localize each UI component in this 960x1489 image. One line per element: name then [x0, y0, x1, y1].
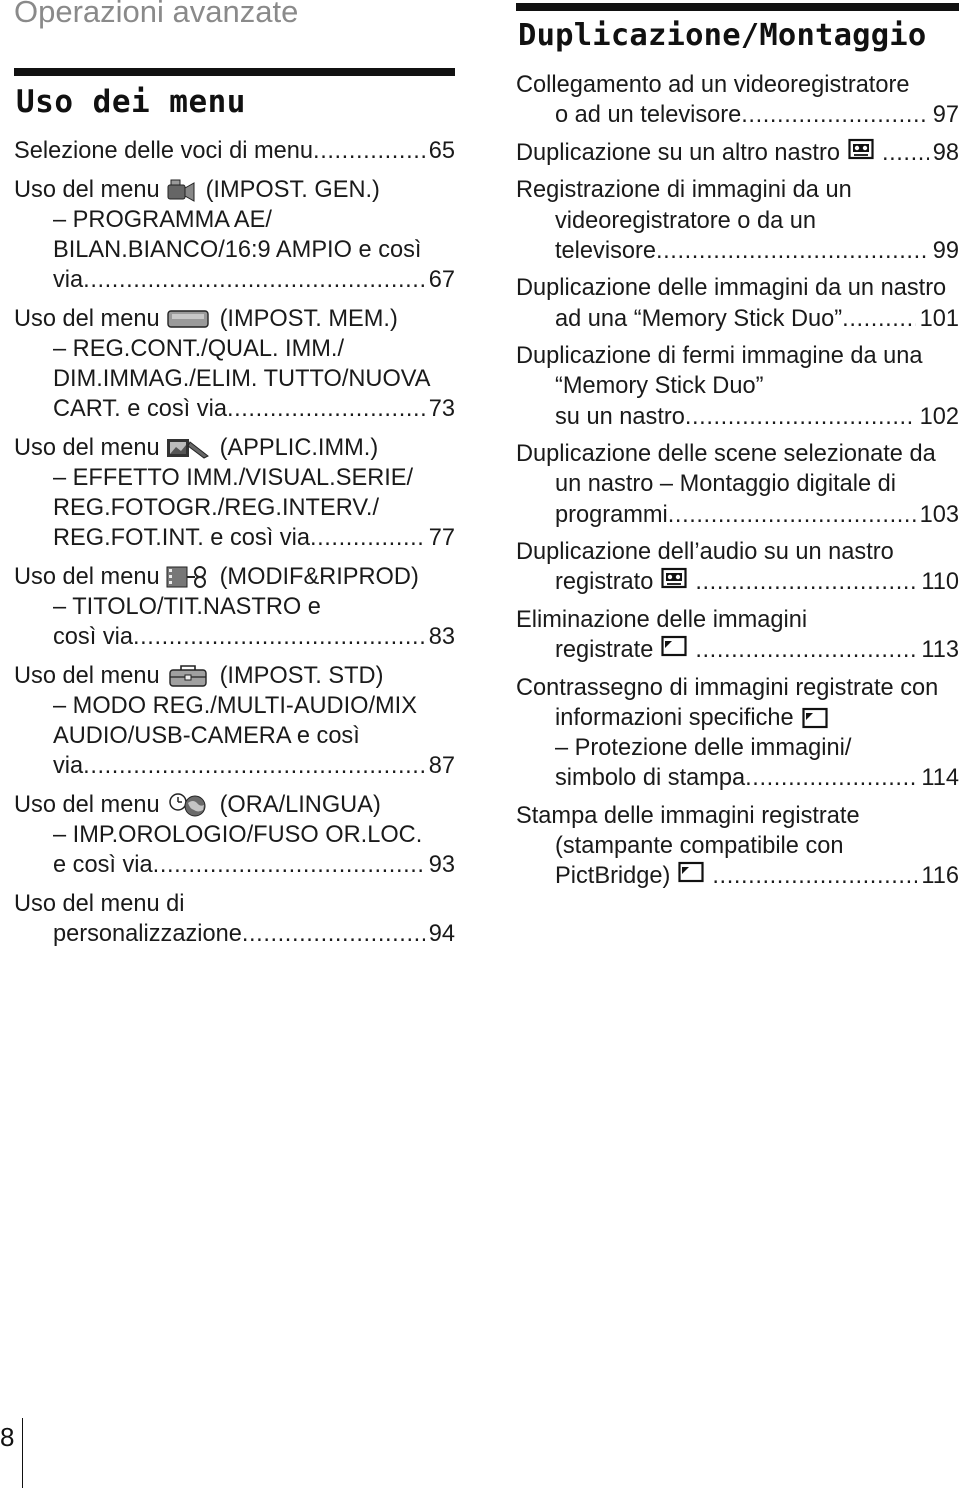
toc-entry-digital: [516, 439, 959, 530]
toc-page-number: 97: [932, 102, 959, 129]
toc-page-number: 83: [428, 624, 455, 651]
toc-page-number: 114: [921, 765, 959, 792]
edit-play-icon: [166, 565, 210, 589]
toc-entry-text: Selezione delle voci di menu: [14, 138, 314, 164]
right-column-title: Duplicazione/Montaggio: [518, 18, 927, 53]
toc-entry-text: Eliminazione delle immagini: [516, 606, 808, 633]
toc-entry-line: [14, 493, 455, 523]
toc-entry-applic: [14, 433, 455, 554]
toc-entry-line: [516, 733, 959, 763]
toc-entry-line: [14, 364, 455, 394]
tape-cassette-icon: [848, 138, 874, 160]
toc-entry-label: Uso del menu: [14, 791, 160, 818]
camera-settings-icon: [166, 178, 196, 202]
toc-entry-line: [14, 919, 455, 949]
toc-entry-line: [516, 831, 959, 861]
toc-entry-text: via: [53, 753, 84, 780]
toc-entry-text: registrato: [555, 569, 654, 596]
toc-entry-line: [516, 635, 959, 665]
toc-entry-tape: [516, 138, 959, 168]
toc-entry-text: REG.FOTOGR./REG.INTERV./: [53, 495, 380, 522]
right-title-bar: [516, 3, 959, 11]
toc-page-number: 94: [428, 920, 455, 947]
toc-entry-line: [516, 537, 959, 567]
toc-page-number: 65: [428, 138, 455, 164]
toc-entry-line: [14, 889, 455, 919]
toc-entry-line: [516, 703, 959, 733]
toc-entry-heading: [14, 661, 455, 691]
toc-entry-line: [14, 463, 455, 493]
toc-entry-text: Duplicazione dell’audio su un nastro: [516, 539, 894, 566]
toc-entry-line: [516, 439, 959, 469]
toc-entry-text: REG.FOT.INT. e così via: [53, 525, 310, 552]
toc-entry-text: Registrazione di immagini da un: [516, 177, 852, 204]
dot-leader: [745, 763, 917, 793]
toc-entry-impmem: [14, 304, 455, 425]
toc-entry-line: [516, 567, 959, 597]
toc-page-number: 101: [919, 305, 959, 332]
toc-page-number: 103: [919, 501, 959, 528]
left-title-bar: [14, 68, 455, 76]
toc-page-number: 98: [932, 139, 959, 166]
toc-entry-line: [516, 175, 959, 205]
toc-entry-line: [516, 138, 959, 168]
toc-entry-heading: [14, 175, 455, 205]
toc-entry-line: [14, 721, 455, 751]
toc-entry-line: [516, 861, 959, 891]
dot-leader: [741, 100, 928, 130]
dot-leader: [882, 138, 929, 168]
toc-entry-menu-name: (IMPOST. GEN.): [205, 176, 380, 203]
toc-page-number: 116: [921, 863, 959, 890]
toc-entry-text: un nastro – Montaggio digitale di: [555, 471, 897, 498]
toc-entry-text: personalizzazione: [53, 920, 242, 947]
toc-entry-recfrom: [516, 175, 959, 266]
tape-cassette-icon: [661, 567, 687, 589]
toc-entry-line: [14, 235, 455, 265]
toc-entry-menu-name: (MODIF&RIPROD): [219, 563, 419, 590]
toc-entry-menu-name: (IMPOST. STD): [219, 662, 384, 689]
toc-entry-text: DIM.IMMAG./ELIM. TUTTO/NUOVA: [53, 366, 431, 393]
toc-entry-text: PictBridge): [555, 863, 671, 890]
toc-entry-line: [14, 334, 455, 364]
toc-entry-line: [516, 304, 959, 334]
dot-leader: [133, 622, 425, 652]
toc-entry-sel: [14, 136, 455, 166]
toc-entry-text: ad una “Memory Stick Duo”: [555, 305, 843, 332]
toc-page-number: 67: [428, 267, 455, 294]
toc-entry-line: [516, 605, 959, 635]
toc-entry-text: televisore: [555, 237, 656, 264]
toc-entry-text: programmi: [555, 501, 668, 528]
toc-entry-text: – TITOLO/TIT.NASTRO e: [53, 594, 321, 621]
dot-leader: [685, 402, 916, 432]
toc-entry-pers: [14, 889, 455, 949]
left-column-title: Uso dei menu: [16, 84, 246, 120]
toc-entry-ora: [14, 790, 455, 881]
clock-globe-icon: [166, 793, 210, 817]
right-toc-list: [516, 70, 959, 899]
toolbox-icon: [166, 664, 210, 688]
toc-entry-line: [516, 469, 959, 499]
toc-entry-text: – PROGRAMMA AE/: [53, 206, 272, 233]
toc-entry-print: [516, 801, 959, 892]
dot-leader: [313, 136, 425, 166]
toc-entry-text: Stampa delle immagini registrate: [516, 802, 860, 829]
image-application-icon: [166, 436, 210, 460]
toc-entry-text: CART. e così via: [53, 396, 227, 423]
toc-entry-ms2tape: [516, 341, 959, 432]
toc-entry-text: informazioni specifiche: [555, 704, 794, 731]
toc-entry-text: Contrassegno di immagini registrate con: [516, 674, 939, 701]
toc-entry-modif: [14, 562, 455, 653]
toc-entry-line: [14, 394, 455, 424]
toc-page-number: 110: [921, 569, 959, 596]
toc-entry-heading: [14, 790, 455, 820]
toc-page-number: 87: [428, 753, 455, 780]
toc-entry-label: Uso del menu: [14, 305, 160, 332]
toc-entry-text: su un nastro: [555, 403, 685, 430]
toc-entry-label: Uso del menu: [14, 434, 160, 461]
dot-leader: [656, 236, 929, 266]
page-number-rule: [22, 1418, 23, 1488]
dot-leader: [83, 265, 425, 295]
toc-entry-text: videoregistratore o da un: [555, 207, 817, 234]
toc-entry-heading: [14, 562, 455, 592]
toc-entry-text: – EFFETTO IMM./VISUAL.SERIE/: [53, 464, 414, 491]
toc-entry-text: “Memory Stick Duo”: [555, 373, 764, 400]
toc-entry-line: [14, 691, 455, 721]
toc-entry-vcr: [516, 70, 959, 130]
toc-entry-text: – Protezione delle immagini/: [555, 735, 852, 762]
toc-entry-label: Uso del menu: [14, 563, 160, 590]
toc-entry-label: Uso del menu: [14, 662, 160, 689]
toc-entry-text: Duplicazione delle scene selezionate da: [516, 441, 936, 468]
toc-entry-line: [14, 205, 455, 235]
toc-entry-text: e così via: [53, 852, 153, 879]
still-image-icon: [678, 861, 704, 883]
toc-entry-text: o ad un televisore: [555, 102, 742, 129]
left-toc-list: [14, 136, 455, 957]
toc-entry-text: BILAN.BIANCO/16:9 AMPIO e così: [53, 236, 422, 263]
toc-entry-audio: [516, 537, 959, 597]
dot-leader: [695, 567, 917, 597]
dot-leader: [842, 304, 915, 334]
toc-entry-line: [516, 402, 959, 432]
toc-entry-line: [516, 801, 959, 831]
toc-entry-text: via: [53, 267, 84, 294]
toc-entry-impgen: [14, 175, 455, 296]
dot-leader: [242, 919, 425, 949]
toc-entry-line: [14, 622, 455, 652]
dot-leader: [153, 850, 425, 880]
toc-page-number: 99: [932, 237, 959, 264]
toc-entry-line: [516, 100, 959, 130]
toc-entry-text: Collegamento ad un videoregistratore: [516, 72, 910, 98]
toc-entry-text: così via: [53, 624, 133, 651]
toc-entry-line: [14, 523, 455, 553]
dot-leader: [695, 635, 917, 665]
toc-page-number: 73: [428, 396, 455, 423]
toc-entry-heading: [14, 304, 455, 334]
toc-page-number: 77: [428, 525, 455, 552]
toc-entry-mark: [516, 673, 959, 794]
toc-entry-label: Uso del menu: [14, 176, 160, 203]
toc-entry-text: Duplicazione su un altro nastro: [516, 139, 840, 166]
toc-entry-line: [516, 371, 959, 401]
dot-leader: [712, 861, 917, 891]
toc-entry-menu-name: (IMPOST. MEM.): [219, 305, 398, 332]
toc-entry-line: [516, 341, 959, 371]
toc-entry-text: – MODO REG./MULTI-AUDIO/MIX: [53, 692, 417, 719]
memory-stick-icon: [166, 307, 210, 331]
toc-entry-text: (stampante compatibile con: [555, 833, 844, 860]
toc-entry-text: – IMP.OROLOGIO/FUSO OR.LOC.: [53, 822, 423, 849]
toc-entry-text: – REG.CONT./QUAL. IMM./: [53, 335, 345, 362]
toc-entry-line: [14, 136, 455, 166]
toc-page-number: 93: [428, 852, 455, 879]
dot-leader: [83, 751, 425, 781]
toc-entry-line: [14, 751, 455, 781]
toc-entry-line: [516, 273, 959, 303]
toc-entry-text: Duplicazione delle immagini da un nastro: [516, 275, 947, 302]
toc-entry-text: registrate: [555, 637, 654, 664]
toc-entry-tape2ms: [516, 273, 959, 333]
toc-entry-line: [516, 500, 959, 530]
section-title: Operazioni avanzate: [14, 0, 299, 29]
dot-leader: [227, 394, 425, 424]
still-image-icon: [661, 635, 687, 657]
toc-entry-menu-name: (APPLIC.IMM.): [219, 434, 379, 461]
toc-page-number: 113: [921, 637, 959, 664]
page-number: 8: [0, 1422, 15, 1452]
toc-entry-text: AUDIO/USB-CAMERA e così: [53, 723, 360, 750]
toc-page-number: 102: [919, 403, 959, 430]
toc-entry-line: [516, 206, 959, 236]
toc-entry-line: [516, 763, 959, 793]
toc-entry-line: [14, 592, 455, 622]
toc-entry-delete: [516, 605, 959, 665]
toc-entry-heading: [14, 433, 455, 463]
toc-entry-text: simbolo di stampa: [555, 765, 746, 792]
still-image-icon: [802, 707, 828, 729]
dot-leader: [668, 500, 916, 530]
toc-entry-text: Uso del menu di: [14, 890, 185, 917]
toc-entry-menu-name: (ORA/LINGUA): [219, 791, 381, 818]
toc-entry-line: [516, 236, 959, 266]
toc-entry-line: [516, 673, 959, 703]
toc-entry-line: [14, 265, 455, 295]
toc-entry-line: [516, 70, 959, 100]
toc-entry-text: Duplicazione di fermi immagine da una: [516, 343, 923, 370]
dot-leader: [310, 523, 425, 553]
toc-entry-impstd: [14, 661, 455, 782]
toc-entry-line: [14, 850, 455, 880]
toc-entry-line: [14, 820, 455, 850]
